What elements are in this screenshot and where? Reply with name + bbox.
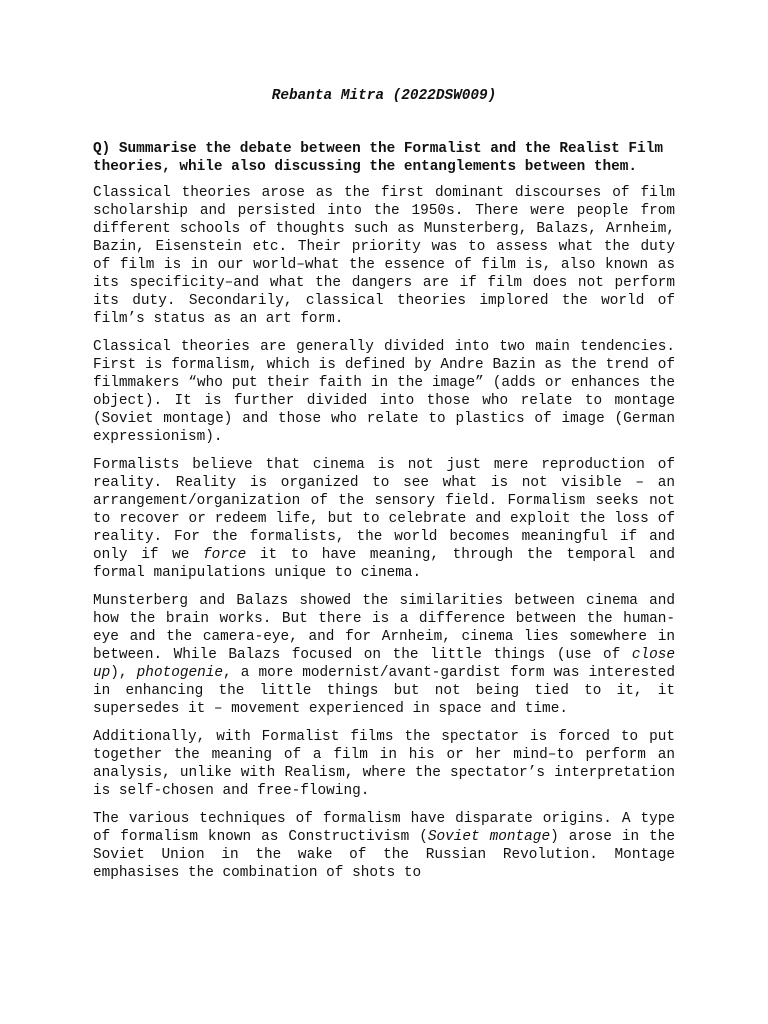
emphasis-text: force xyxy=(203,547,247,563)
paragraph-text: Formalists believe that cinema is not just mere reproduction of reality. Reality is organized to see what is not visible – an arrangement/organization of the sensory field. Formalism seeks not to recover or redeem life, but to celebrate and exploit the loss of reality. For the formalists, the world becomes meaningful if and only if we xyxy=(93,457,675,563)
paragraph-text: , a more modernist/avant-gardist form was interested in enhancing the little things but not being tied to it, it supersedes it – movement experienced in space and time. xyxy=(93,665,675,717)
author-line: Rebanta Mitra (2022DSW009) xyxy=(271,88,497,104)
document-page xyxy=(93,84,675,892)
emphasis-text: Soviet montage xyxy=(427,829,551,845)
paragraph-spectator: Additionally, with Formalist films the spectator is forced to put together the meaning of a film in his or her mind–to perform an analysis, unlike with Realism, where the spectator’s interpretation is self-chosen and free-flowing. xyxy=(93,729,675,799)
paragraph-classical-theories: Classical theories arose as the first dominant discourses of film scholarship and persisted into the 1950s. There were people from different schools of thoughts such as Munsterberg, Balazs, Arnheim, Bazin, Eisenstein etc. Their priority was to assess what the duty of film is in our world–what the essence of film is, also known as its specificity–and what the dangers are if film does not perform its duty. Secondarily, classical theories implored the world of film’s status as an art form. xyxy=(93,185,675,327)
paragraph-text: ), xyxy=(110,665,137,681)
paragraph-text: it to have meaning, through the temporal and formal manipulations unique to cinema. xyxy=(93,547,675,581)
question-heading: Q) Summarise the debate between the Formalist and the Realist Film theories, while also discussing the entanglements between them. xyxy=(93,141,663,175)
paragraph-text: The various techniques of formalism have disparate origins. A type of formalism known as Constructivism ( xyxy=(93,811,675,845)
paragraph-munsterberg-balazs xyxy=(93,592,675,718)
paragraph-techniques xyxy=(93,810,675,882)
paragraph-tendencies: Classical theories are generally divided into two main tendencies. First is formalism, which is defined by Andre Bazin as the trend of filmmakers “who put their faith in the image” (adds or enhances the object). It is further divided into those who relate to montage (Soviet montage) and those who relate to plastics of image (German expressionism). xyxy=(93,339,675,445)
paragraph-text: Munsterberg and Balazs showed the similarities between cinema and how the brain works. But there is a difference between the human-eye and the camera-eye, and for Arnheim, cinema lies somewhere in between. While Balazs focused on the little things (use of xyxy=(93,593,675,663)
emphasis-text: close up xyxy=(93,647,675,681)
paragraph-formalists-belief xyxy=(93,456,675,582)
emphasis-text: photogenie xyxy=(136,665,224,681)
paragraph-text: ) arose in the Soviet Union in the wake of the Russian Revolution. Montage emphasises the combination of shots to xyxy=(93,829,675,881)
